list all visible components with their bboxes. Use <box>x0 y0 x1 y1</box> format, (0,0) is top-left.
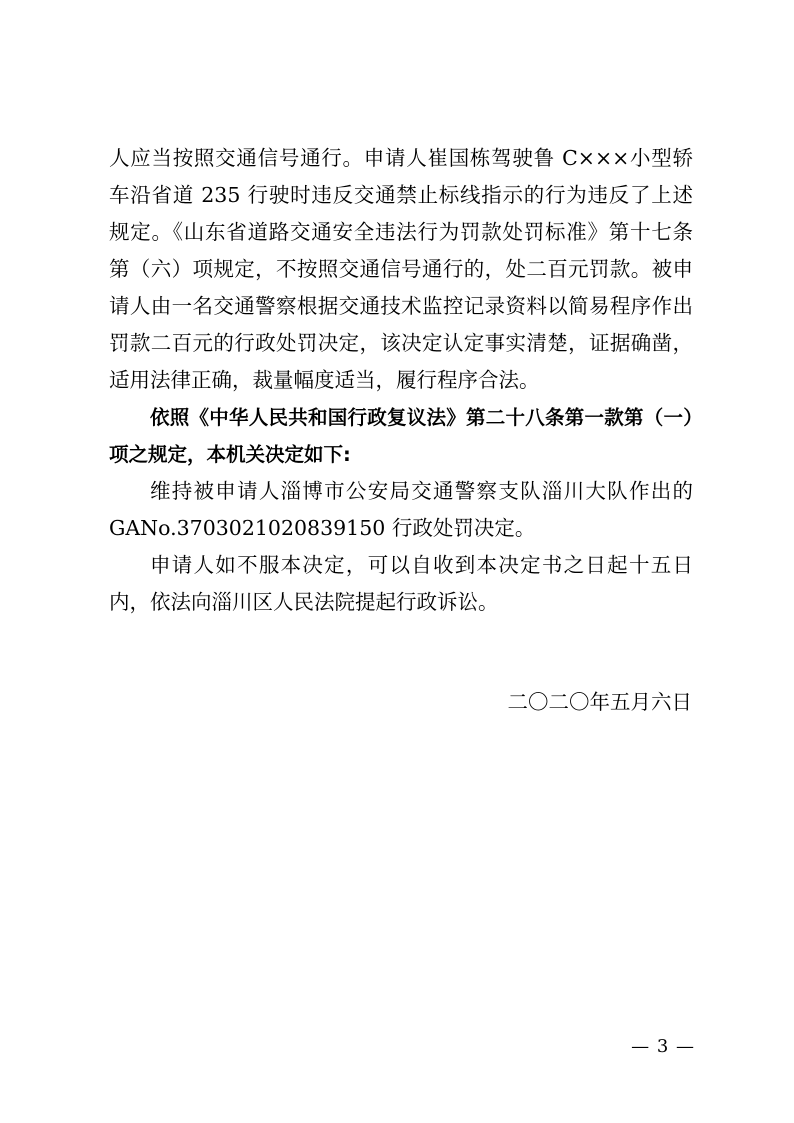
document-body <box>109 140 693 621</box>
page-number: — 3 — <box>631 1036 695 1057</box>
document-date: 二〇二〇年五月六日 <box>507 690 692 714</box>
paragraph-decision: 维持被申请人淄博市公安局交通警察支队淄川大队作出的GANo.3703021020839150 行政处罚决定。 <box>109 479 693 540</box>
paragraph-continuation: 人应当按照交通信号通行。申请人崔国栋驾驶鲁 C×××小型轿车沿省道 235 行驶时违反交通禁止标线指示的行为违反了上述规定。《山东省道路交通安全违法行为罚款处罚标准》第十七条第（六）项规定，不按照交通信号通行的，处二百元罚款。被申请人由一名交通警察根据交通技术监控记录资料以简易程序作出罚款二百元的行政处罚决定，该决定认定事实清楚，证据确凿，适用法律正确，裁量幅度适当，履行程序合法。 <box>109 146 693 392</box>
paragraph-appeal-notice: 申请人如不服本决定，可以自收到本决定书之日起十五日内，依法向淄川区人民法院提起行政诉讼。 <box>109 553 693 614</box>
paragraph-legal-basis: 依照《中华人民共和国行政复议法》第二十八条第一款第（一）项之规定，本机关决定如下: <box>109 406 693 466</box>
